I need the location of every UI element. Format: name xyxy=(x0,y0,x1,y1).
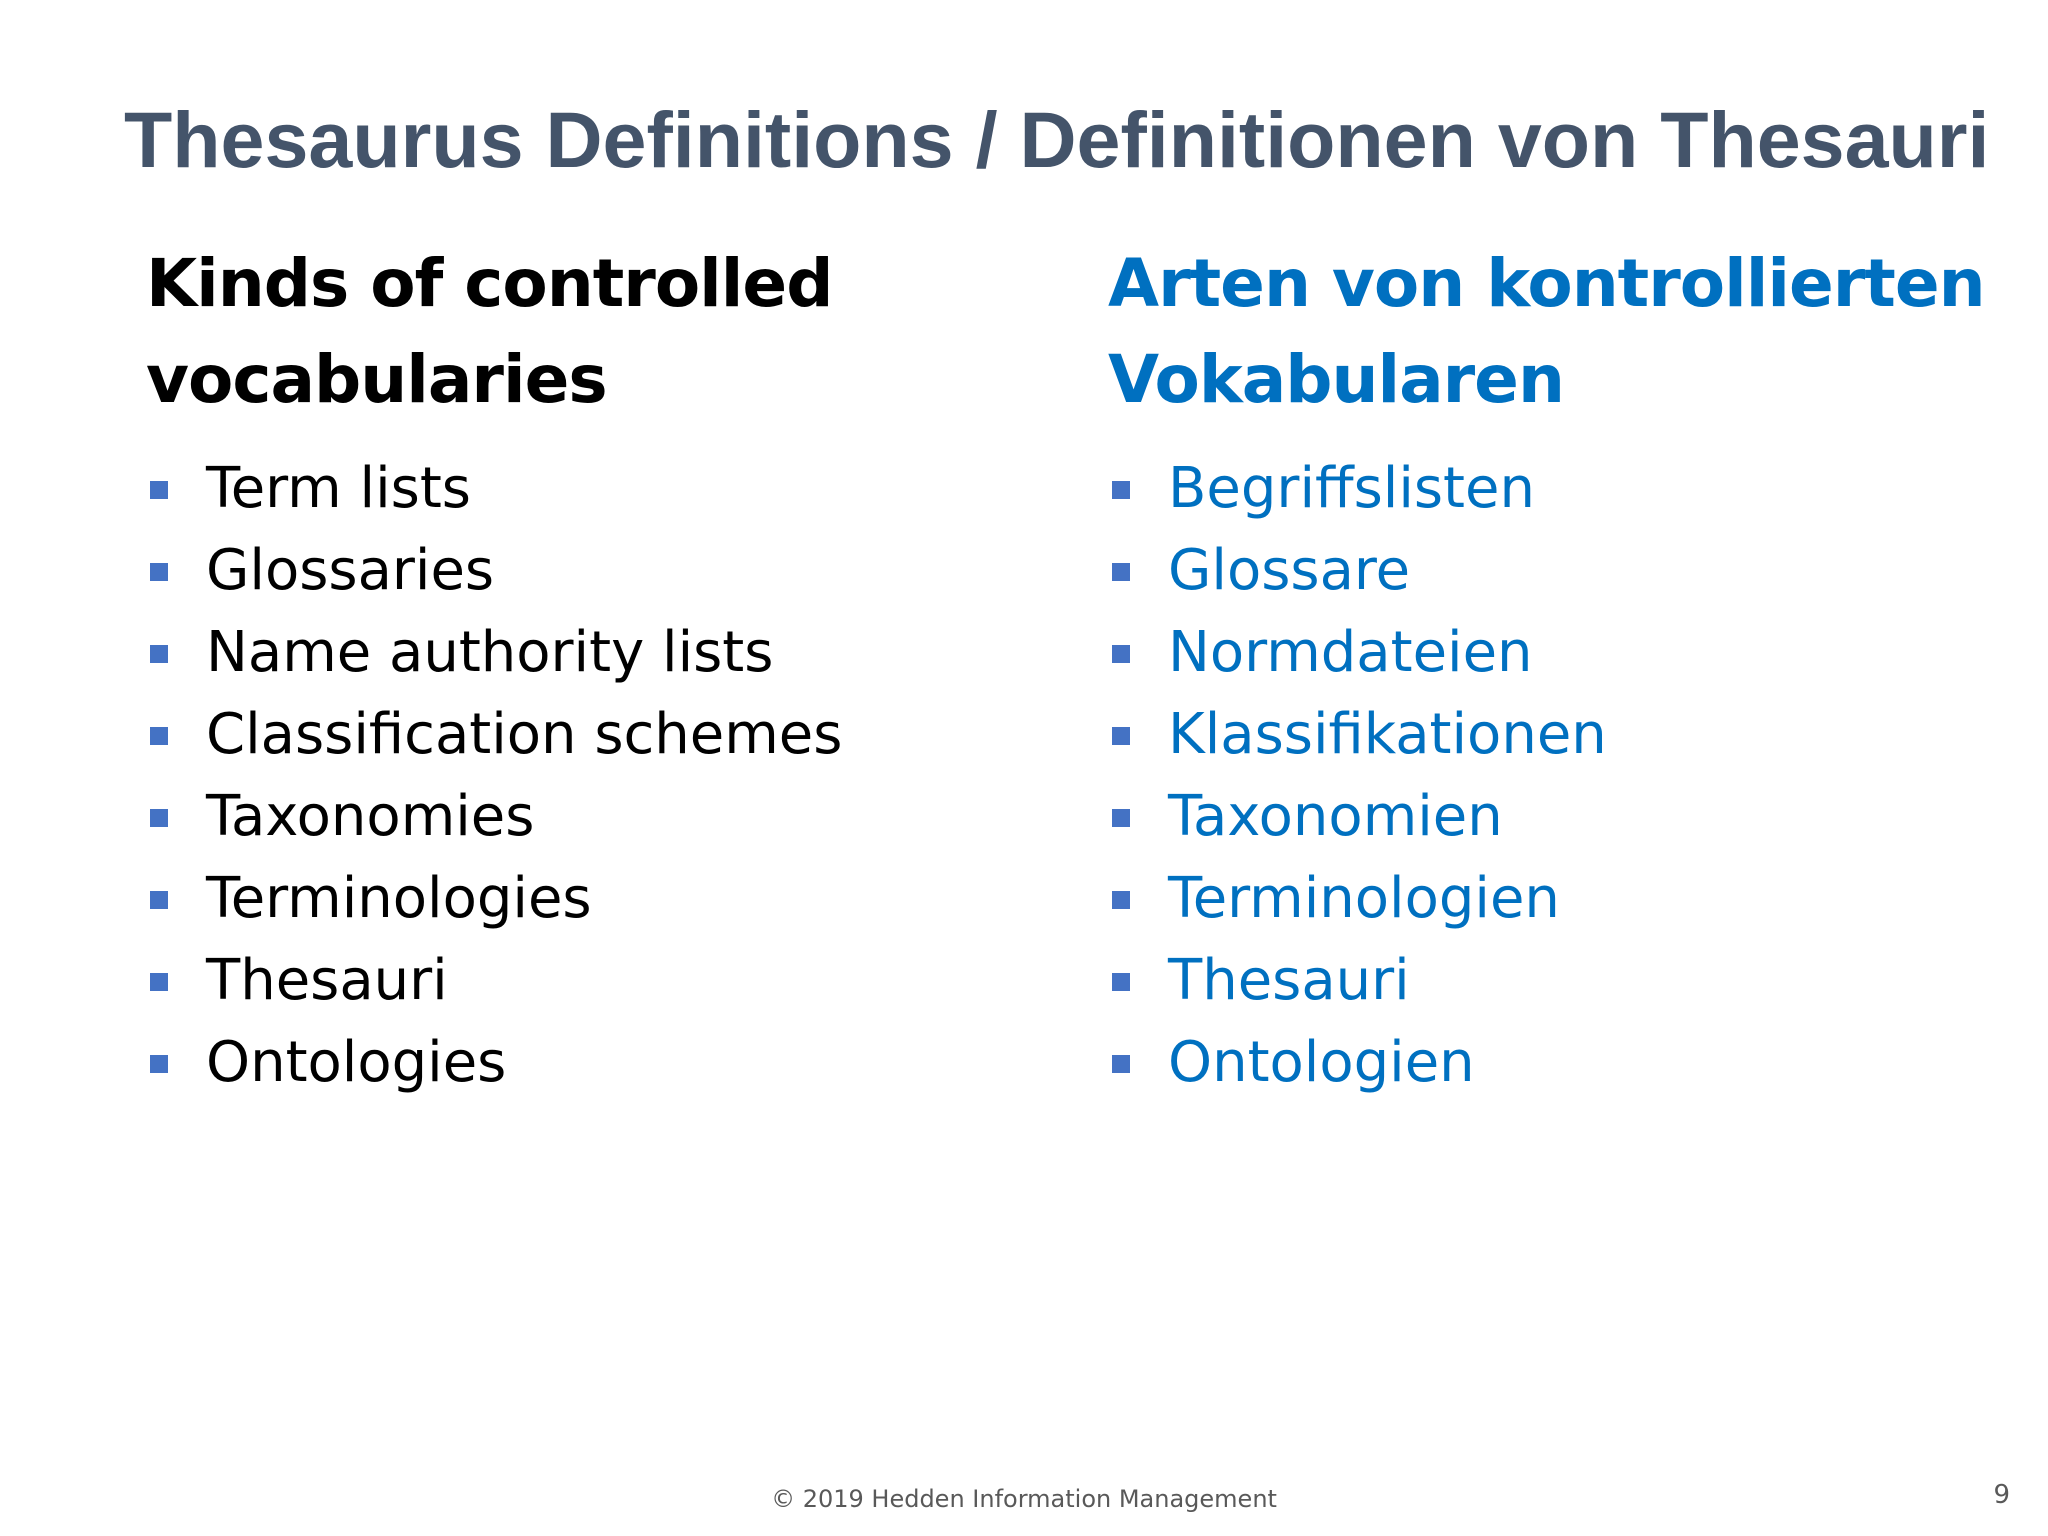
list-item-text: Name authority lists xyxy=(206,620,774,685)
square-bullet-icon xyxy=(150,891,168,909)
square-bullet-icon xyxy=(150,563,168,581)
german-bullet-list xyxy=(1108,448,2008,1104)
english-bullet-list xyxy=(146,448,1046,1104)
page-number: 9 xyxy=(1993,1480,2010,1510)
square-bullet-icon xyxy=(1112,563,1130,581)
list-item xyxy=(1108,448,2008,530)
square-bullet-icon xyxy=(150,973,168,991)
list-item-text: Ontologien xyxy=(1168,1030,1475,1095)
english-heading xyxy=(146,236,1046,428)
list-item xyxy=(146,694,1046,776)
list-item-text: Glossare xyxy=(1168,538,1411,603)
list-item xyxy=(146,940,1046,1022)
german-heading-line-2: Vokabularen xyxy=(1108,341,1564,418)
list-item xyxy=(1108,612,2008,694)
german-heading-line-1: Arten von kontrollierten xyxy=(1108,245,1985,322)
list-item-text: Terminologien xyxy=(1168,866,1560,931)
list-item xyxy=(1108,940,2008,1022)
square-bullet-icon xyxy=(1112,727,1130,745)
list-item xyxy=(1108,1022,2008,1104)
list-item-text: Terminologies xyxy=(206,866,592,931)
list-item-text: Normdateien xyxy=(1168,620,1533,685)
list-item xyxy=(146,1022,1046,1104)
list-item-text: Term lists xyxy=(206,456,471,521)
list-item xyxy=(146,858,1046,940)
square-bullet-icon xyxy=(150,481,168,499)
english-heading-line-2: vocabularies xyxy=(146,341,607,418)
list-item-text: Klassifikationen xyxy=(1168,702,1607,767)
square-bullet-icon xyxy=(1112,973,1130,991)
list-item-text: Ontologies xyxy=(206,1030,507,1095)
english-column xyxy=(146,236,1046,1104)
square-bullet-icon xyxy=(150,645,168,663)
copyright-footer: © 2019 Hedden Information Management xyxy=(771,1485,1277,1513)
square-bullet-icon xyxy=(1112,1055,1130,1073)
square-bullet-icon xyxy=(150,727,168,745)
list-item xyxy=(1108,694,2008,776)
list-item xyxy=(1108,858,2008,940)
english-heading-line-1: Kinds of controlled xyxy=(146,245,833,322)
square-bullet-icon xyxy=(150,1055,168,1073)
list-item xyxy=(146,530,1046,612)
square-bullet-icon xyxy=(1112,481,1130,499)
german-column xyxy=(1108,236,2008,1104)
list-item xyxy=(1108,776,2008,858)
list-item-text: Taxonomien xyxy=(1168,784,1503,849)
square-bullet-icon xyxy=(1112,645,1130,663)
list-item xyxy=(146,448,1046,530)
list-item-text: Classification schemes xyxy=(206,702,843,767)
list-item xyxy=(1108,530,2008,612)
list-item-text: Begriffslisten xyxy=(1168,456,1535,521)
german-heading xyxy=(1108,236,2008,428)
list-item-text: Glossaries xyxy=(206,538,495,603)
square-bullet-icon xyxy=(1112,891,1130,909)
square-bullet-icon xyxy=(150,809,168,827)
square-bullet-icon xyxy=(1112,809,1130,827)
list-item xyxy=(146,776,1046,858)
list-item-text: Thesauri xyxy=(206,948,448,1013)
list-item-text: Thesauri xyxy=(1168,948,1410,1013)
list-item xyxy=(146,612,1046,694)
list-item-text: Taxonomies xyxy=(206,784,535,849)
slide-title: Thesaurus Definitions / Definitionen von Thesauri xyxy=(124,95,1990,184)
